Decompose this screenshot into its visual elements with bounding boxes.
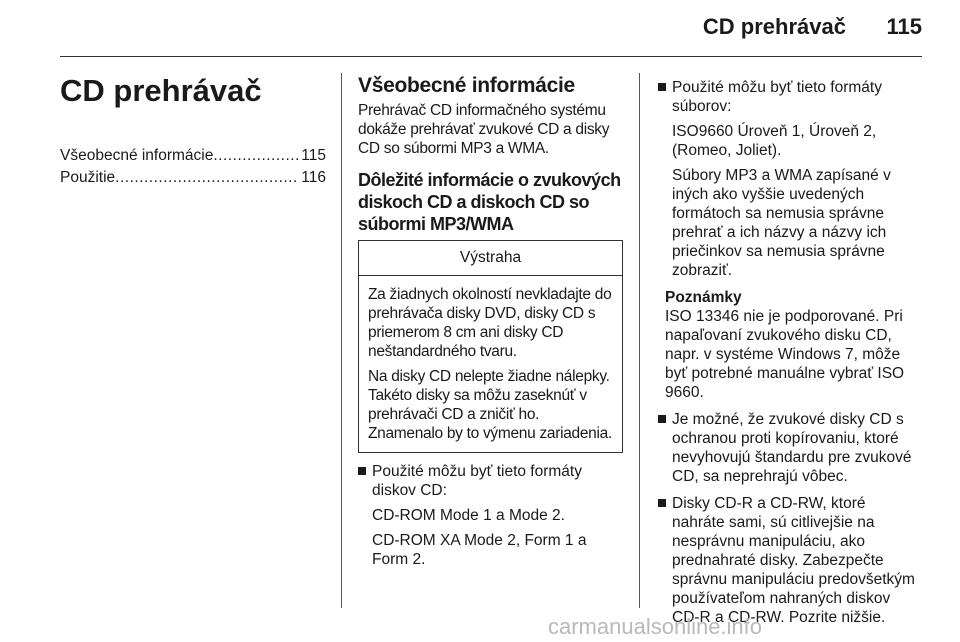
header-rule (60, 56, 922, 57)
table-of-contents (60, 145, 326, 189)
list-item-detail: ISO9660 Úroveň 1, Úroveň 2, (Romeo, Joliet). (672, 123, 877, 159)
middle-column (358, 74, 623, 569)
subsection-heading: Dôležité informácie o zvukových diskoch CD a diskoch CD so súbormi MP3/WMA (358, 170, 621, 234)
warning-title: Výstraha (359, 241, 622, 276)
warning-box (358, 240, 623, 453)
warning-paragraph: Na disky CD nelepte žiadne nálepky. Takéto disky sa môžu zaseknúť v prehrávači CD a zničiť ho. Znamenalo by to výmenu zariadenia. (368, 368, 612, 442)
list-item (358, 462, 623, 569)
list-item-detail: CD-ROM XA Mode 2, Form 1 a Form 2. (372, 532, 587, 568)
toc-entry-page: 116 (301, 169, 326, 186)
toc-leader (213, 145, 299, 167)
toc-entry-label: Použitie (60, 169, 116, 186)
toc-entry[interactable] (60, 145, 326, 167)
bullet-square-icon (658, 499, 666, 507)
bullet-square-icon (658, 415, 666, 423)
section-heading: Všeobecné informácie (358, 74, 575, 97)
warning-paragraph: Za žiadnych okolností nevkladajte do prehrávača disky DVD, disky CD s priemerom 8 cm ani disky CD neštandardného tvaru. (368, 286, 612, 360)
column-divider-left (341, 73, 342, 608)
toc-entry[interactable] (60, 167, 326, 189)
bullet-square-icon (658, 83, 666, 91)
note-block (658, 288, 922, 402)
column-divider-right (639, 73, 640, 608)
watermark: carmanualsonline.info (548, 614, 763, 639)
warning-body (359, 276, 622, 452)
toc-entry-page: 115 (301, 147, 326, 164)
list-item-text: Disky CD-R a CD-RW, ktoré nahráte sami, sú citlivejšie na nesprávnu manipuláciu, ako prednahraté disky. Zabezpečte správnu manipuláciu predovšetkým používateľom nahraných diskov CD-R a CD-RW. Pozrite nižšie. (672, 495, 915, 626)
list-item-detail: Súbory MP3 a WMA zapísané v iných ako vyššie uvedených formátoch sa nemusia správne prehrať a ich názvy a názvy ich priečinkov sa nemusia správne zobraziť. (672, 167, 891, 279)
toc-entry-label: Všeobecné informácie (60, 147, 214, 164)
list-item-detail: CD-ROM Mode 1 a Mode 2. (372, 507, 565, 524)
intro-paragraph: Prehrávač CD informačného systému dokáže prehrávať zvukové CD a disky CD so súbormi MP3 a WMA. (358, 102, 610, 157)
list-item-text: Použité môžu byť tieto formáty diskov CD: (372, 463, 582, 499)
note-text: ISO 13346 nie je podporované. Pri napaľovaní zvukového disku CD, napr. v systéme Windows 7, môže byť potrebné manuálne vybrať ISO 9660. (665, 308, 905, 401)
list-item (658, 410, 922, 486)
chapter-title: CD prehrávač (60, 73, 262, 108)
toc-leader (115, 167, 299, 189)
left-column (60, 74, 326, 189)
note-title: Poznámky (665, 289, 742, 306)
right-column (658, 74, 922, 627)
list-item-text: Je možné, že zvukové disky CD s ochranou proti kopírovaniu, ktoré nevyhovujú štandardu pre zvukové CD, sa neprehrajú vôbec. (672, 411, 912, 485)
list-item (658, 78, 922, 280)
list-item-text: Použité môžu byť tieto formáty súborov: (672, 79, 882, 115)
bullet-square-icon (358, 467, 366, 475)
list-item (658, 494, 922, 627)
running-header-title: CD prehrávač (702, 14, 846, 39)
page-number: 115 (886, 14, 922, 39)
